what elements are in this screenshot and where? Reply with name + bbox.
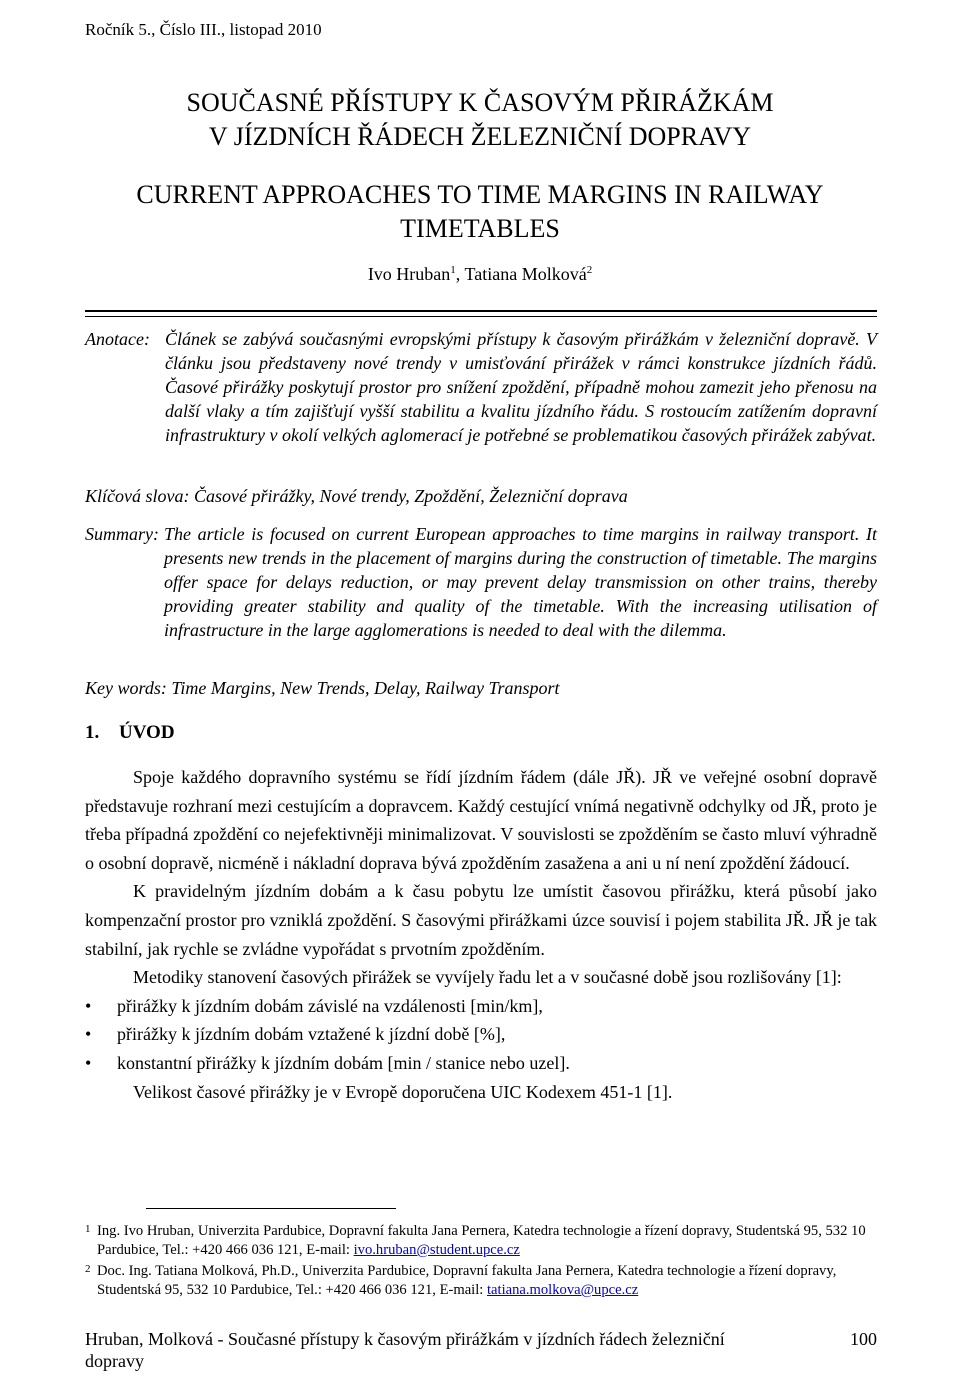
title-czech bbox=[0, 86, 960, 154]
running-title: Hruban, Molková - Současné přístupy k časovým přirážkám v jízdních řádech železniční dopravy bbox=[85, 1329, 725, 1371]
paragraph-4: Velikost časové přirážky je v Evropě doporučena UIC Kodexem 451-1 [1]. bbox=[133, 1081, 673, 1102]
author-2-mark: 2 bbox=[586, 264, 593, 276]
abstract-czech bbox=[85, 327, 877, 447]
footnote-1-text: Ing. Ivo Hruban, Univerzita Pardubice, Dopravní fakulta Jana Pernera, Katedra technologie a řízení dopravy, Studentská 95, 532 10 Pardubice, Tel.: +420 466 036 121, E-mail: bbox=[97, 1223, 866, 1258]
footnote-divider bbox=[146, 1208, 396, 1209]
title-english-line-2: TIMETABLES bbox=[400, 214, 560, 243]
author-1: Ivo Hruban bbox=[367, 264, 451, 284]
paragraph-3: Metodiky stanovení časových přirážek se vyvíjely řadu let a v současné době jsou rozlišovány [1]: bbox=[133, 967, 842, 988]
list-item: • přirážky k jízdním dobám vztažené k jízdní době [%], bbox=[85, 1020, 877, 1049]
footnote-2-email-link[interactable]: tatiana.molkova@upce.cz bbox=[486, 1282, 639, 1298]
abstract-english bbox=[85, 522, 877, 642]
footnote-2-text: Doc. Ing. Tatiana Molková, Ph.D., Univerzita Pardubice, Dopravní fakulta Jana Pernera, Katedra technologie a řízení dopravy, Studentská 95, 532 10 Pardubice, Tel.: +420 466 036 121, E-mail: bbox=[97, 1263, 837, 1298]
author-2: Tatiana Molková bbox=[464, 264, 587, 284]
journal-issue-header: Ročník 5., Číslo III., listopad 2010 bbox=[85, 20, 322, 39]
footnotes bbox=[85, 1222, 885, 1300]
list-item: • přirážky k jízdním dobám závislé na vzdálenosti [min/km], bbox=[85, 992, 877, 1021]
title-english-line-1: CURRENT APPROACHES TO TIME MARGINS IN RAILWAY bbox=[136, 180, 824, 209]
page-number: 100 bbox=[850, 1329, 877, 1349]
page-footer bbox=[85, 1328, 877, 1372]
body-text bbox=[85, 763, 877, 1106]
abstract-czech-text: Článek se zabývá současnými evropskými přístupy k časovým přirážkám v železniční dopravě. V článku jsou představeny nové trendy v umisťování přirážek v rámci konstrukce jízdních řádů. Časové přirážky poskytují prostor pro snížení zpoždění, případně mohou zamezit jeho přenosu na další vlaky a tím zajišťují vyšší stabilitu a kvalitu jízdního řádu. S rostoucím zatížením dopravní infrastruktury v okolí velkých aglomerací je potřebné se problematikou časových přirážek zabývat. bbox=[165, 329, 877, 445]
author-separator: , bbox=[455, 264, 465, 284]
title-czech-line-2: V JÍZDNÍCH ŘÁDECH ŽELEZNIČNÍ DOPRAVY bbox=[208, 122, 752, 151]
paragraph-1: Spoje každého dopravního systému se řídí jízdním řádem (dále JŘ). JŘ ve veřejné osobní dopravě představuje rozhraní mezi cestujícím a dopravcem. Každý cestující vnímá negativně odchylky od JŘ, proto je třeba případná zpoždění co nejefektivněji minimalizovat. V souvislosti se zpožděním se často mluví výhradně o osobní dopravě, nicméně i nákladní doprava bývá zpožděním zasažena a ani u ní není zpoždění žádoucí. bbox=[85, 767, 877, 873]
footnote-1 bbox=[85, 1222, 885, 1260]
title-divider-thin bbox=[85, 316, 877, 317]
keywords-english: Key words: Time Margins, New Trends, Delay, Railway Transport bbox=[85, 678, 560, 698]
section-number: 1. bbox=[85, 722, 100, 743]
section-title: ÚVOD bbox=[119, 722, 175, 743]
title-divider-thick bbox=[85, 310, 877, 312]
list-item: • konstantní přirážky k jízdním dobám [min / stanice nebo uzel]. bbox=[85, 1049, 877, 1078]
footnote-1-mark: 1 bbox=[85, 1223, 91, 1235]
footnote-2-mark: 2 bbox=[85, 1263, 91, 1275]
bullet-list bbox=[85, 992, 877, 1078]
abstract-czech-label: Anotace: bbox=[85, 329, 150, 349]
authors bbox=[0, 264, 960, 285]
abstract-english-label: Summary: bbox=[85, 524, 159, 544]
keywords-czech: Klíčová slova: Časové přirážky, Nové trendy, Zpoždění, Železniční doprava bbox=[85, 486, 628, 506]
title-czech-line-1: SOUČASNÉ PŘÍSTUPY K ČASOVÝM PŘIRÁŽKÁM bbox=[186, 88, 774, 117]
footnote-2 bbox=[85, 1262, 885, 1300]
abstract-english-text: The article is focused on current European approaches to time margins in railway transport. It presents new trends in the placement of margins during the construction of timetable. The margins offer space for delays reduction, or may prevent delay transmission on other trains, thereby providing greater stability and quality of the timetable. With the increasing utilisation of infrastructure in the large agglomerations is needed to deal with the dilemma. bbox=[164, 524, 877, 640]
footnote-1-email-link[interactable]: ivo.hruban@student.upce.cz bbox=[353, 1242, 520, 1258]
section-heading bbox=[85, 722, 175, 744]
author-1-mark: 1 bbox=[450, 264, 456, 276]
title-english bbox=[0, 178, 960, 246]
paragraph-2: K pravidelným jízdním dobám a k času pobytu lze umístit časovou přirážku, která působí jako kompenzační prostor pro vzniklá zpoždění. S časovými přirážkami úzce souvisí i pojem stabilita JŘ. JŘ je tak stabilní, jak rychle se zvládne vypořádat s prvotním zpožděním. bbox=[85, 881, 877, 959]
